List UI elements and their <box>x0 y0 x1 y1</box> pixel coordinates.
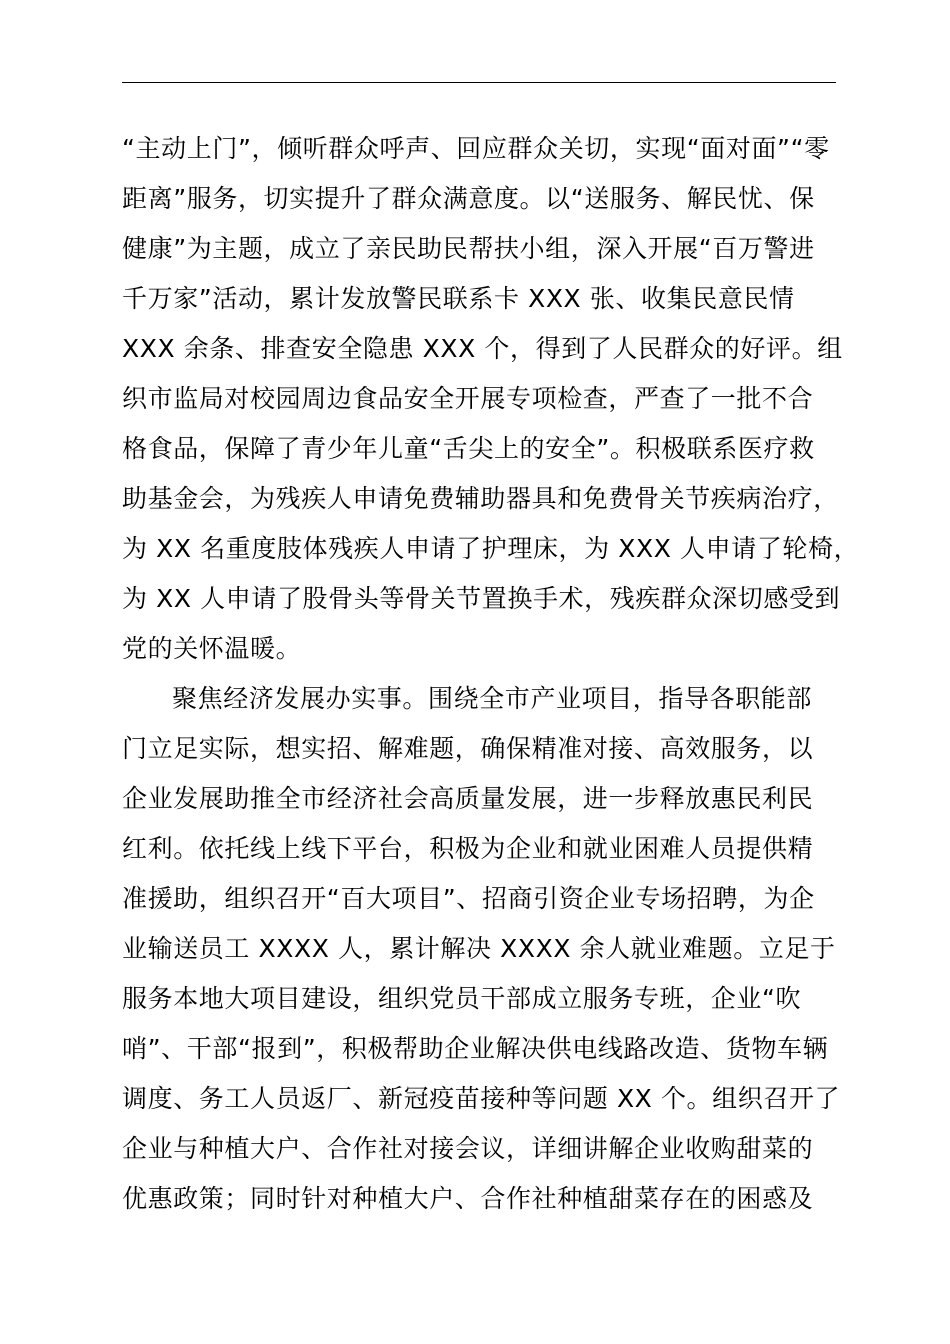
text-line: 千万家”活动，累计发放警民联系卡 XXX 张、收集民意民情 <box>122 284 795 313</box>
text-line: 哨”、干部“报到”，积极帮助企业解决供电线路改造、货物车辆 <box>122 1034 829 1063</box>
text-line: 企业与种植大户、合作社对接会议，详细讲解企业收购甜菜的 <box>122 1134 814 1163</box>
text-line: 织市监局对校园周边食品安全开展专项检查，严查了一批不合 <box>122 384 814 413</box>
text-line: 为 XX 人申请了股骨头等骨关节置换手术，残疾群众深切感受到 <box>122 584 841 613</box>
text-line: 门立足实际，想实招、解难题，确保精准对接、高效服务，以 <box>122 734 814 763</box>
header-rule <box>122 82 836 83</box>
text-line: 助基金会，为残疾人申请免费辅助器具和免费骨关节疾病治疗， <box>122 484 839 513</box>
text-line: 格食品，保障了青少年儿童“舌尖上的安全”。积极联系医疗救 <box>122 434 815 463</box>
text-line: 为 XX 名重度肢体残疾人申请了护理床，为 XXX 人申请了轮椅， <box>122 534 860 563</box>
text-line: 企业发展助推全市经济社会高质量发展，进一步释放惠民利民 <box>122 784 814 813</box>
text-line: 党的关怀温暖。 <box>122 634 302 663</box>
document-body <box>122 124 862 1224</box>
text-line: 业输送员工 XXXX 人，累计解决 XXXX 余人就业难题。立足于 <box>122 934 836 963</box>
text-line: 服务本地大项目建设，组织党员干部成立服务专班，企业“吹 <box>122 984 802 1013</box>
text-line: 优惠政策；同时针对种植大户、合作社种植甜菜存在的困惑及 <box>122 1184 814 1213</box>
text-line: 健康”为主题，成立了亲民助民帮扶小组，深入开展“百万警进 <box>122 234 815 263</box>
paragraph-start-line: 聚焦经济发展办实事。围绕全市产业项目，指导各职能部 <box>172 684 813 713</box>
text-line: 准援助，组织召开“百大项目”、招商引资企业专场招聘，为企 <box>122 884 815 913</box>
text-line: 红利。依托线上线下平台，积极为企业和就业困难人员提供精 <box>122 834 814 863</box>
text-line: “主动上门”，倾听群众呼声、回应群众关切，实现“面对面”“零 <box>122 134 830 163</box>
text-line: 调度、务工人员返厂、新冠疫苗接种等问题 XX 个。组织召开了 <box>122 1084 841 1113</box>
text-line: 距离”服务，切实提升了群众满意度。以“送服务、解民忧、保 <box>122 184 815 213</box>
text-line: XXX 余条、排查安全隐患 XXX 个，得到了人民群众的好评。组 <box>122 334 843 363</box>
